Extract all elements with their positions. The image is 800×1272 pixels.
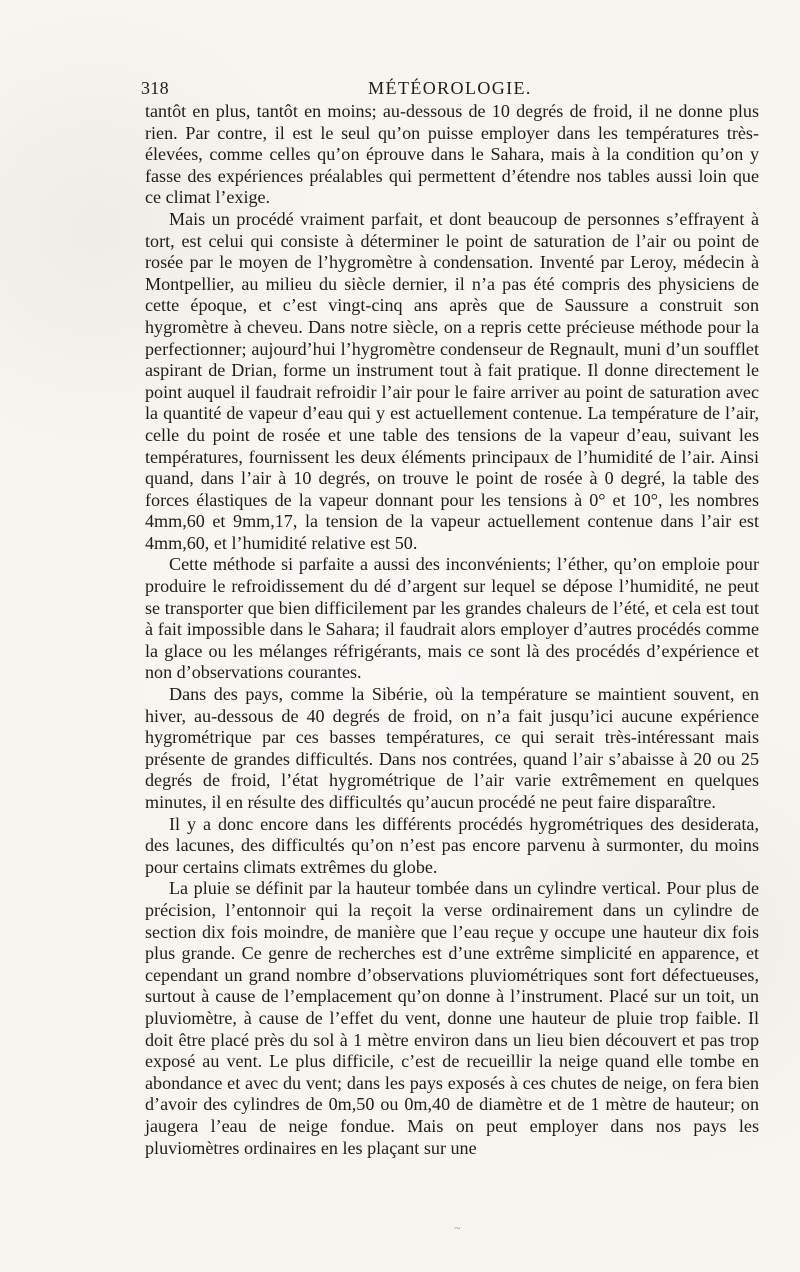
paragraph-4: Dans des pays, comme la Sibérie, où la température se maintient souvent, en hiver, au-dessous de 40 degrés de froid, on n’a fait jusqu’ici aucune expérience hygrométrique par ces basses températures, ce qui serait très-intéressant mais présente de grandes difficultés. Dans nos contrées, quand l’air s’abaisse à 20 ou 25 degrés de froid, l’état hygrométrique de l’air varie extrêmement en quelques minutes, il en résulte des difficultés qu’aucun procédé ne peut faire disparaître.	[145, 684, 759, 812]
page-number: 318	[141, 78, 169, 98]
paragraph-3: Cette méthode si parfaite a aussi des inconvénients; l’éther, qu’on emploie pour produire le refroidissement du dé d’argent sur lequel se dépose l’humidité, ne peut se transporter que bien difficilement par les grandes chaleurs de l’été, et cela est tout à fait impossible dans le Sahara; il faudrait alors employer d’autres procédés comme la glace ou les mélanges réfrigérants, mais ce sont là des procédés d’expérience et non d’observations courantes.	[145, 554, 759, 683]
running-title: MÉTÉOROLOGIE.	[368, 78, 532, 98]
paragraph-2: Mais un procédé vraiment parfait, et dont beaucoup de personnes s’effrayent à tort, est celui qui consiste à déterminer le point de saturation de l’air ou point de rosée par le moyen de l’hygromètre à condensation. Inventé par Leroy, médecin à Montpellier, au milieu du siècle dernier, il n’a pas été compris des physiciens de cette époque, et c’est vingt-cinq ans après que de Saussure a construit son hygromètre à cheveu. Dans notre siècle, on a repris cette précieuse méthode pour la perfectionner; aujourd’hui l’hygromètre condenseur de Regnault, muni d’un soufflet aspirant de Drian, forme un instrument tout à fait pratique. Il donne directement le point auquel il faudrait refroidir l’air pour le faire arriver au point de saturation avec la quantité de vapeur d’eau qui y est actuellement contenue. La température de l’air, celle du point de rosée et une table des tensions de la vapeur d’eau, suivant les températures, fournissent les deux éléments principaux de l’humidité de l’air. Ainsi quand, dans l’air à 10 degrés, on trouve le point de rosée à 0 degré, la table des forces élastiques de la vapeur donnant pour les tensions à 0° et 10°, les nombres 4mm,60 et 9mm,17, la tension de la vapeur actuellement contenue dans l’air est 4mm,60, et l’humidité relative est 50.	[145, 208, 759, 553]
page-header	[141, 76, 759, 100]
paragraph-1: tantôt en plus, tantôt en moins; au-dessous de 10 degrés de froid, il ne donne plus rien. Par contre, il est le seul qu’on puisse employer dans les températures très-élevées, comme celles qu’on éprouve dans le Sahara, mais à la condition qu’on y fasse des expériences préalables qui permettent d’étendre nos tables aussi loin que ce climat l’exige.	[145, 101, 759, 208]
body-text	[145, 101, 759, 1159]
paragraph-5: Il y a donc encore dans les différents procédés hygrométriques des desiderata, des lacunes, des difficultés qu’on n’est pas encore parvenu à surmonter, du moins pour certains climats extrêmes du globe.	[145, 813, 759, 877]
paragraph-6: La pluie se définit par la hauteur tombée dans un cylindre vertical. Pour plus de précision, l’entonnoir qui la reçoit la verse ordinairement dans un cylindre de section dix fois moindre, de manière que l’eau reçue y occupe une hauteur dix fois plus grande. Ce genre de recherches est d’une extrême simplicité en apparence, et cependant un grand nombre d’observations pluviométriques sont fort défectueuses, surtout à cause de l’emplacement qu’on donne à l’instrument. Placé sur un toit, un pluviomètre, à cause de l’effet du vent, donne une hauteur de pluie trop faible. Il doit être placé près du sol à 1 mètre environ dans un lieu bien découvert et pas trop exposé au vent. Le plus difficile, c’est de recueillir la neige quand elle tombe en abondance et avec du vent; dans les pays exposés à ces chutes de neige, on fera bien d’avoir des cylindres de 0m,50 ou 0m,40 de diamètre et de 1 mètre de hauteur; on jaugera l’eau de neige fondue. Mais on peut employer dans nos pays les pluviomètres ordinaires en les plaçant sur une	[145, 878, 759, 1158]
bottom-fold-mark: ~	[454, 1221, 461, 1235]
